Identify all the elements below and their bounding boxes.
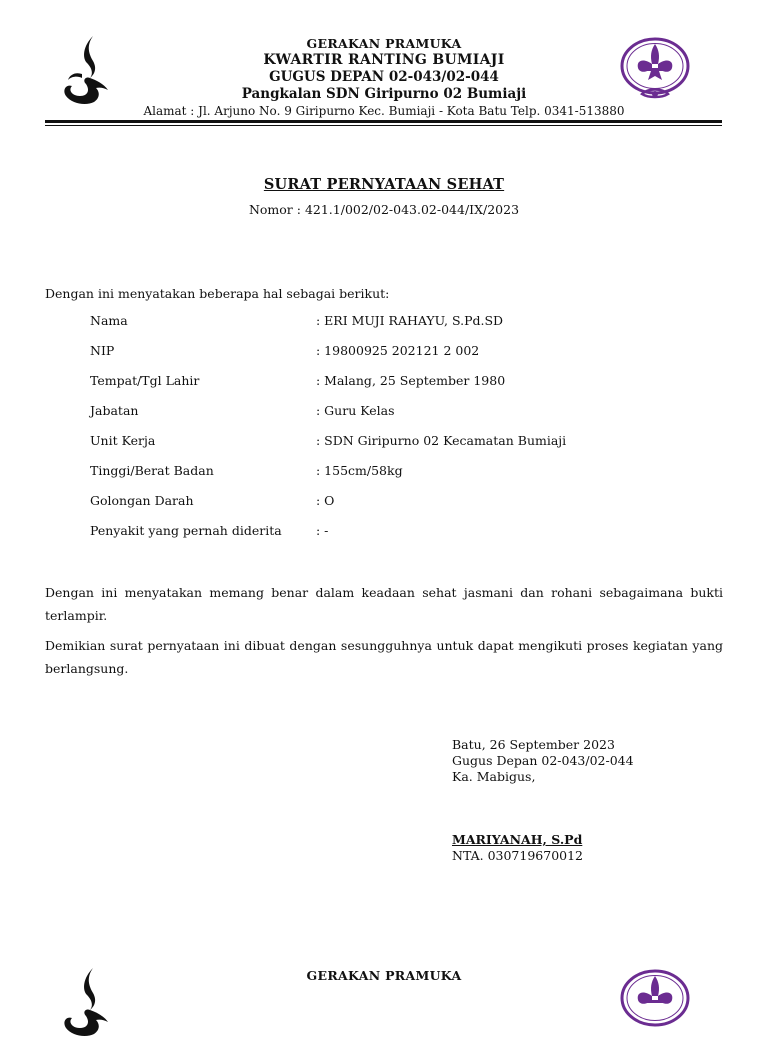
- signature-unit: Gugus Depan 02-043/02-044: [452, 753, 634, 768]
- field-value-illness: : -: [316, 523, 329, 538]
- field-value-birth: : Malang, 25 September 1980: [316, 373, 506, 388]
- signature-place-date: Batu, 26 September 2023: [452, 737, 615, 752]
- field-label-illness: Penyakit yang pernah diderita: [90, 523, 282, 538]
- letterhead-divider-thin: [45, 125, 722, 126]
- signatory-name: MARIYANAH, S.Pd: [452, 832, 583, 847]
- field-label-height-weight: Tinggi/Berat Badan: [90, 463, 214, 478]
- field-value-height-weight: : 155cm/58kg: [316, 463, 403, 478]
- field-value-nip: : 19800925 202121 2 002: [316, 343, 480, 358]
- document-title: SURAT PERNYATAAN SEHAT: [263, 176, 505, 193]
- field-value-nama: : ERI MUJI RAHAYU, S.Pd.SD: [316, 313, 504, 328]
- letterhead-org-line3: GUGUS DEPAN 02-043/02-044: [269, 69, 499, 85]
- field-value-unit: : SDN Giripurno 02 Kecamatan Bumiaji: [316, 433, 567, 448]
- letterhead-org-line2: KWARTIR RANTING BUMIAJI: [263, 52, 505, 68]
- letterhead-divider-thick: [45, 120, 722, 123]
- statement-paragraph: Dengan ini menyatakan memang benar dalam keadaan sehat jasmani dan rohani sebagaimana bukti terlampir.: [45, 585, 723, 623]
- signature-position: Ka. Mabigus,: [452, 769, 536, 784]
- field-value-blood-type: : O: [316, 493, 335, 508]
- field-label-jabatan: Jabatan: [90, 403, 139, 418]
- field-label-blood-type: Golongan Darah: [90, 493, 194, 508]
- field-label-nama: Nama: [90, 313, 128, 328]
- document-number: Nomor : 421.1/002/02-043.02-044/IX/2023: [248, 202, 520, 217]
- intro-text: Dengan ini menyatakan beberapa hal sebagai berikut:: [45, 286, 390, 301]
- signatory-nta: NTA. 030719670012: [452, 848, 583, 863]
- field-value-jabatan: : Guru Kelas: [316, 403, 395, 418]
- field-label-unit: Unit Kerja: [90, 433, 156, 448]
- field-label-nip: NIP: [90, 343, 115, 358]
- next-page-org-line1: GERAKAN PRAMUKA: [306, 968, 462, 983]
- field-label-birth: Tempat/Tgl Lahir: [90, 373, 200, 388]
- closing-paragraph: Demikian surat pernyataan ini dibuat dengan sesungguhnya untuk dapat mengikuti proses kegiatan yang berlangsung.: [45, 638, 723, 676]
- letterhead-org-line4: Pangkalan SDN Giripurno 02 Bumiaji: [241, 86, 527, 102]
- letterhead-address: Alamat : Jl. Arjuno No. 9 Giripurno Kec. Bumiaji - Kota Batu Telp. 0341-513880: [143, 104, 625, 118]
- letterhead-org-line1: GERAKAN PRAMUKA: [306, 36, 462, 51]
